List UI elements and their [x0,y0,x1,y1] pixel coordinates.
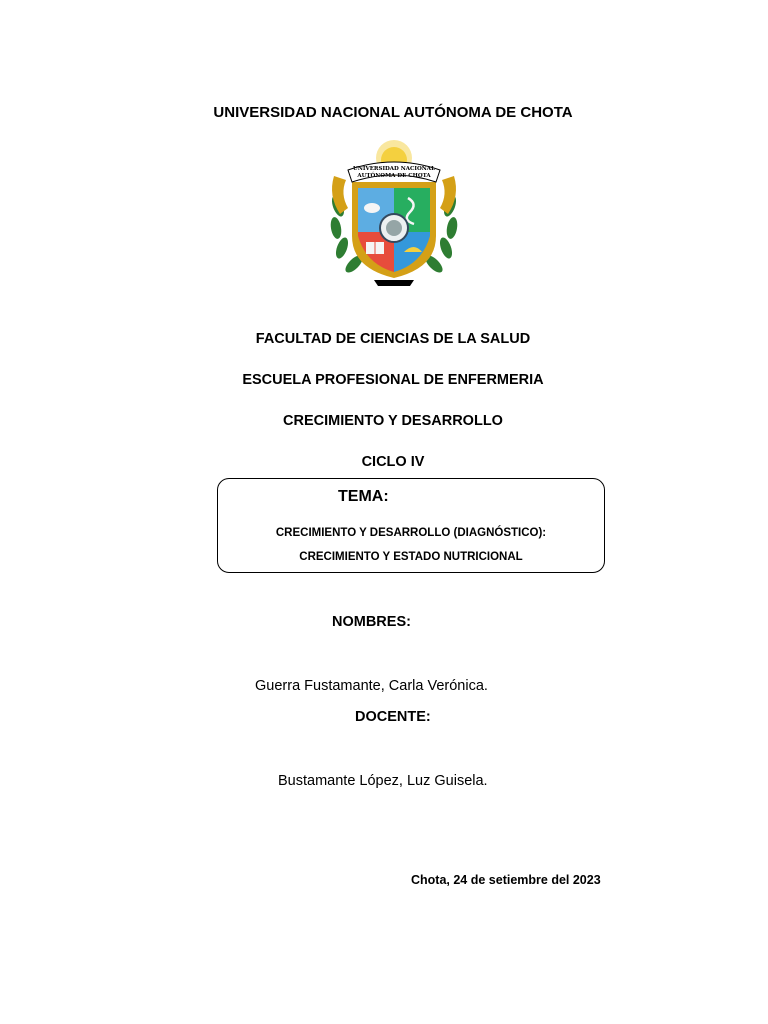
cycle-title: CICLO IV [361,454,425,470]
teacher-name: Bustamante López, Luz Guisela. [278,773,488,789]
university-emblem [326,136,462,288]
emblem-banner-line1: UNIVERSIDAD NACIONAL [353,166,435,172]
names-label: NOMBRES: [332,614,411,630]
faculty-title: FACULTAD DE CIENCIAS DE LA SALUD [255,331,531,347]
topic-label: TEMA: [338,488,389,505]
place-date: Chota, 24 de setiembre del 2023 [411,873,601,887]
university-title: UNIVERSIDAD NACIONAL AUTÓNOMA DE CHOTA [213,104,573,121]
course-title: CRECIMIENTO Y DESARROLLO [283,413,503,429]
topic-line-2: CRECIMIENTO Y ESTADO NUTRICIONAL [299,551,523,563]
school-title: ESCUELA PROFESIONAL DE ENFERMERIA [242,372,544,388]
topic-line-1: CRECIMIENTO Y DESARROLLO (DIAGNÓSTICO): [275,527,547,539]
student-name: Guerra Fustamante, Carla Verónica. [255,678,488,694]
emblem-banner-line2: AUTÓNOMA DE CHOTA [357,173,431,179]
teacher-label: DOCENTE: [355,709,431,725]
